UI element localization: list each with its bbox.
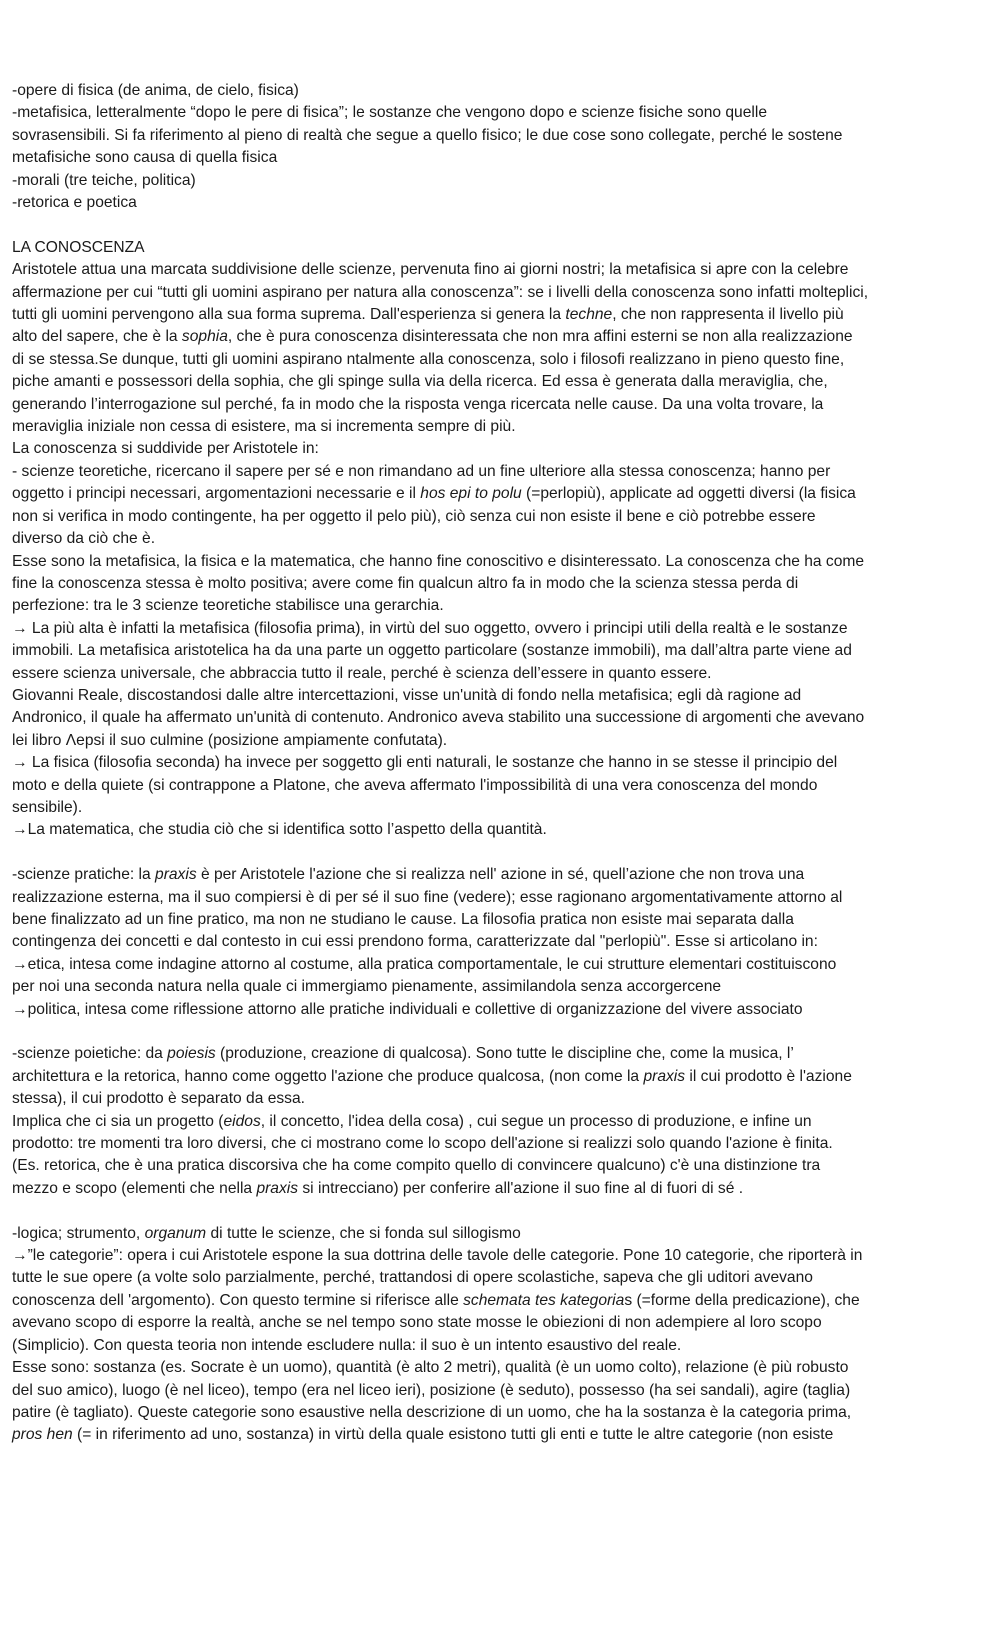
text-line bbox=[12, 1380, 992, 1402]
text-line bbox=[12, 819, 992, 841]
text-run: per noi una seconda natura nella quale ci immergiamo pienamente, assimilandola senza accorgercene bbox=[12, 978, 722, 996]
text-line bbox=[12, 1312, 992, 1334]
text-line bbox=[12, 1088, 992, 1110]
italic-term: pros hen bbox=[12, 1426, 73, 1444]
text-run: -logica; strumento, bbox=[12, 1224, 145, 1242]
text-run: →politica, intesa come riflessione attorno alle pratiche individuali e collettive di organizzazione del vivere associato bbox=[12, 1000, 803, 1018]
text-line bbox=[12, 506, 992, 528]
text-run: La conoscenza si suddivide per Aristotele in: bbox=[12, 440, 319, 458]
paragraph-gap bbox=[12, 1021, 992, 1043]
text-run: generando l’interrogazione sul perché, fa in modo che la risposta venga ricercata nelle cause. Da una volta trovare, la bbox=[12, 395, 824, 413]
text-line bbox=[12, 999, 992, 1021]
text-run: -morali (tre teiche, politica) bbox=[12, 171, 196, 189]
italic-term: hos epi to polu bbox=[420, 485, 522, 503]
text-run: Esse sono: sostanza (es. Socrate è un uomo), quantità (è alto 2 metri), qualità (è un uomo colto), relazione (è più robusto bbox=[12, 1359, 849, 1377]
text-run: LA CONOSCENZA bbox=[12, 238, 145, 256]
text-run: architettura e la retorica, hanno come oggetto l'azione che produce qualcosa, (non come la bbox=[12, 1067, 644, 1085]
text-line bbox=[12, 394, 992, 416]
text-run: stessa), il cui prodotto è separato da essa. bbox=[12, 1090, 305, 1108]
text-line bbox=[12, 1066, 992, 1088]
text-line bbox=[12, 730, 992, 752]
text-run: -opere di fisica (de anima, de cielo, fisica) bbox=[12, 82, 299, 99]
text-run: →etica, intesa come indagine attorno al costume, alla pratica comportamentale, le cui strutture elementari costituiscono bbox=[12, 955, 837, 973]
text-run: meraviglia iniziale non cessa di esistere, ma si incrementa sempre di più. bbox=[12, 418, 516, 436]
text-run: si intrecciano) per conferire all'azione il suo fine al di fuori di sé . bbox=[298, 1179, 744, 1197]
text-run: prodotto: tre momenti tra loro diversi, che ci mostrano come lo scopo dell'azione si realizzi solo quando l'azione è finita. bbox=[12, 1135, 833, 1153]
italic-term: praxis bbox=[643, 1067, 686, 1085]
text-run: non si verifica in modo contingente, ha per oggetto il pelo più), ciò senza cui non esiste il bene e ciò potrebbe essere bbox=[12, 507, 816, 525]
text-line bbox=[12, 1223, 992, 1245]
text-run: di se stessa.Se dunque, tutti gli uomini aspirano ntalmente alla conoscenza, solo i filosofi realizzano in pieno questo fine, bbox=[12, 350, 845, 368]
text-line bbox=[12, 1267, 992, 1289]
text-run: → La più alta è infatti la metafisica (filosofia prima), in virtù del suo oggetto, ovvero i principi utili della realtà e le sostanze bbox=[12, 619, 848, 637]
paragraph-gap bbox=[12, 214, 992, 236]
text-line bbox=[12, 931, 992, 953]
text-run: affermazione per cui “tutti gli uomini aspirano per natura alla conoscenza”: se i livelli della conoscenza sono infatti molteplici, bbox=[12, 283, 869, 301]
text-line bbox=[12, 909, 992, 931]
text-run: , che non rappresenta il livello più bbox=[612, 306, 844, 324]
italic-term: schemata tes kategoria bbox=[463, 1291, 625, 1309]
text-run: è per Aristotele l'azione che si realizza nell' azione in sé, quell’azione che non trova una bbox=[196, 866, 805, 884]
text-run: avevano scopo di esporre la realtà, anche se nel tempo sono state mosse le obiezioni di non adempiere al loro scopo bbox=[12, 1314, 822, 1332]
text-line bbox=[12, 438, 992, 460]
text-run: piche amanti e possessori della sophia, che gli spinge sulla via della ricerca. Ed essa è generata dalla meraviglia, che, bbox=[12, 373, 828, 391]
document-page bbox=[12, 80, 992, 1447]
text-run: essere scienza universale, che abbraccia tutto il reale, perché è scienza dell’essere in quanto essere. bbox=[12, 664, 712, 682]
text-run: di tutte le scienze, che si fonda sul sillogismo bbox=[206, 1224, 521, 1242]
paragraph-gap bbox=[12, 1200, 992, 1222]
text-run: , il concetto, l'idea della cosa) , cui segue un processo di produzione, e infine un bbox=[260, 1112, 812, 1130]
text-line bbox=[12, 685, 992, 707]
text-run: -scienze poietiche: da bbox=[12, 1045, 168, 1063]
text-run: sensibile). bbox=[12, 798, 83, 816]
text-line bbox=[12, 237, 992, 259]
text-line bbox=[12, 125, 992, 147]
text-run: patire (è tagliato). Queste categorie sono esaustive nella descrizione di un uomo, che ha la sostanza è la categoria prima, bbox=[12, 1403, 852, 1421]
text-run: il cui prodotto è l'azione bbox=[685, 1067, 852, 1085]
text-line bbox=[12, 640, 992, 662]
text-line bbox=[12, 1290, 992, 1312]
text-line bbox=[12, 1111, 992, 1133]
text-line bbox=[12, 1402, 992, 1424]
text-line bbox=[12, 864, 992, 886]
text-run: sovrasensibili. Si fa riferimento al pieno di realtà che segue a quello fisico; le due cose sono collegate, perché le sostene bbox=[12, 126, 843, 144]
text-line bbox=[12, 416, 992, 438]
text-run: Giovanni Reale, discostandosi dalle altre intercettazioni, visse un'unità di fondo nella metafisica; egli dà ragione ad bbox=[12, 686, 802, 704]
text-run: moto e della quiete (si contrappone a Platone, che aveva affermato l'impossibilità di una vera conoscenza del mondo bbox=[12, 776, 818, 794]
text-run: contingenza dei concetti e dal contesto in cui essi prendono forma, caratterizzate dal "perlopiù". Esse si articolano in: bbox=[12, 933, 818, 951]
text-line bbox=[12, 1178, 992, 1200]
text-run: (produzione, creazione di qualcosa). Sono tutte le discipline che, come la musica, l’ bbox=[215, 1045, 794, 1063]
text-run: →La matematica, che studia ciò che si identifica sotto l’aspetto della quantità. bbox=[12, 821, 547, 839]
text-line bbox=[12, 1155, 992, 1177]
text-run: immobili. La metafisica aristotelica ha da una parte un oggetto particolare (sostanze immobili), ma dall’altra parte viene ad bbox=[12, 642, 852, 660]
text-line bbox=[12, 326, 992, 348]
italic-term: eidos bbox=[223, 1112, 261, 1130]
text-run: (= in riferimento ad uno, sostanza) in virtù della quale esistono tutti gli enti e tutte le altre categorie (non esiste bbox=[72, 1426, 834, 1444]
text-run: alto del sapere, che è la bbox=[12, 328, 182, 346]
text-run: tutti gli uomini pervengono alla sua forma suprema. Dall'esperienza si genera la bbox=[12, 306, 566, 324]
text-line bbox=[12, 976, 992, 998]
italic-term: sophia bbox=[181, 328, 228, 346]
text-run: -metafisica, letteralmente “dopo le pere di fisica”; le sostanze che vengono dopo e scienze fisiche sono quelle bbox=[12, 104, 767, 122]
text-line bbox=[12, 1133, 992, 1155]
italic-term: organum bbox=[144, 1224, 207, 1242]
text-run: conoscenza dell 'argomento). Con questo termine si riferisce alle bbox=[12, 1291, 464, 1309]
italic-term: techne bbox=[565, 306, 613, 324]
text-line bbox=[12, 595, 992, 617]
text-line bbox=[12, 483, 992, 505]
text-line bbox=[12, 1245, 992, 1267]
text-line bbox=[12, 573, 992, 595]
text-run: (=perlopiù), applicate ad oggetti diversi (la fisica bbox=[521, 485, 856, 503]
text-line bbox=[12, 775, 992, 797]
text-line bbox=[12, 1424, 992, 1446]
text-run: -scienze pratiche: la bbox=[12, 866, 156, 884]
text-run: , che è pura conoscenza disinteressata che non mra affini esterni se non alla realizzazione bbox=[227, 328, 853, 346]
text-run: lei libro Λepsi il suo culmine (posizione ampiamente confutata). bbox=[12, 731, 448, 749]
text-run: realizzazione esterna, ma il suo compiersi è di per sé il suo fine (vedere); esse ragionano argomentativamente attorno al bbox=[12, 888, 843, 906]
text-line bbox=[12, 1357, 992, 1379]
text-run: perfezione: tra le 3 scienze teoretiche stabilisce una gerarchia. bbox=[12, 597, 444, 615]
text-run: diverso da ciò che è. bbox=[12, 530, 156, 548]
italic-term: praxis bbox=[155, 866, 197, 884]
text-run: Implica che ci sia un progetto ( bbox=[12, 1112, 224, 1130]
text-line bbox=[12, 349, 992, 371]
text-run: oggetto i principi necessari, argomentazioni necessarie e il bbox=[12, 485, 421, 503]
text-line bbox=[12, 304, 992, 326]
text-line bbox=[12, 147, 992, 169]
text-line bbox=[12, 797, 992, 819]
text-line bbox=[12, 551, 992, 573]
text-line bbox=[12, 954, 992, 976]
italic-term: praxis bbox=[256, 1179, 299, 1197]
paragraph-gap bbox=[12, 842, 992, 864]
text-line bbox=[12, 1043, 992, 1065]
text-run: del suo amico), luogo (è nel liceo), tempo (era nel liceo ieri), posizione (è seduto), possesso (ha sei sandali), agire (taglia) bbox=[12, 1381, 851, 1399]
text-line bbox=[12, 259, 992, 281]
text-line bbox=[12, 461, 992, 483]
text-line bbox=[12, 282, 992, 304]
text-run: Esse sono la metafisica, la fisica e la matematica, che hanno fine conoscitivo e disinteressato. La conoscenza che ha come bbox=[12, 552, 865, 570]
text-run: s (=forme della predicazione), che bbox=[624, 1291, 860, 1309]
text-run: metafisiche sono causa di quella fisica bbox=[12, 149, 278, 167]
text-run: Andronico, il quale ha affermato un'unità di contenuto. Andronico aveva stabilito una successione di argomenti che avevano bbox=[12, 709, 865, 727]
text-line bbox=[12, 170, 992, 192]
text-line bbox=[12, 752, 992, 774]
text-line bbox=[12, 1335, 992, 1357]
text-line bbox=[12, 887, 992, 909]
text-run: (Es. retorica, che è una pratica discorsiva che ha come compito quello di convincere qualcuno) c'è una distinzione tra bbox=[12, 1157, 821, 1175]
text-run: -retorica e poetica bbox=[12, 194, 137, 212]
text-run: bene finalizzato ad un fine pratico, ma non ne studiano le cause. La filosofia pratica non esiste mai separata dalla bbox=[12, 911, 794, 928]
text-line bbox=[12, 80, 992, 102]
text-run: fine la conoscenza stessa è molto positiva; avere come fin qualcun altro fa in modo che la scienza stessa perda di bbox=[12, 574, 799, 592]
text-run: - scienze teoretiche, ricercano il sapere per sé e non rimandano ad un fine ulteriore alla stessa conoscenza; hanno per bbox=[12, 462, 831, 480]
text-run: →”le categorie”: opera i cui Aristotele espone la sua dottrina delle tavole delle categorie. Pone 10 categorie, che riporterà in bbox=[12, 1247, 863, 1265]
text-line bbox=[12, 618, 992, 640]
text-line bbox=[12, 102, 992, 124]
text-run: tutte le sue opere (a volte solo parzialmente, perché, trattandosi di opere scolastiche, sapeva che gli uditori avevano bbox=[12, 1269, 813, 1287]
text-line bbox=[12, 371, 992, 393]
italic-term: poiesis bbox=[167, 1045, 216, 1063]
text-run: Aristotele attua una marcata suddivisione delle scienze, pervenuta fino ai giorni nostri; la metafisica si apre con la celebre bbox=[12, 261, 849, 279]
text-run: → La fisica (filosofia seconda) ha invece per soggetto gli enti naturali, le sostanze che hanno in se stesse il principio del bbox=[12, 754, 838, 772]
text-run: mezzo e scopo (elementi che nella bbox=[12, 1179, 257, 1197]
text-line bbox=[12, 663, 992, 685]
text-line bbox=[12, 707, 992, 729]
text-run: (Simplicio). Con questa teoria non intende escludere nulla: il suo è un intento esaustivo del reale. bbox=[12, 1336, 682, 1354]
text-line bbox=[12, 192, 992, 214]
text-line bbox=[12, 528, 992, 550]
